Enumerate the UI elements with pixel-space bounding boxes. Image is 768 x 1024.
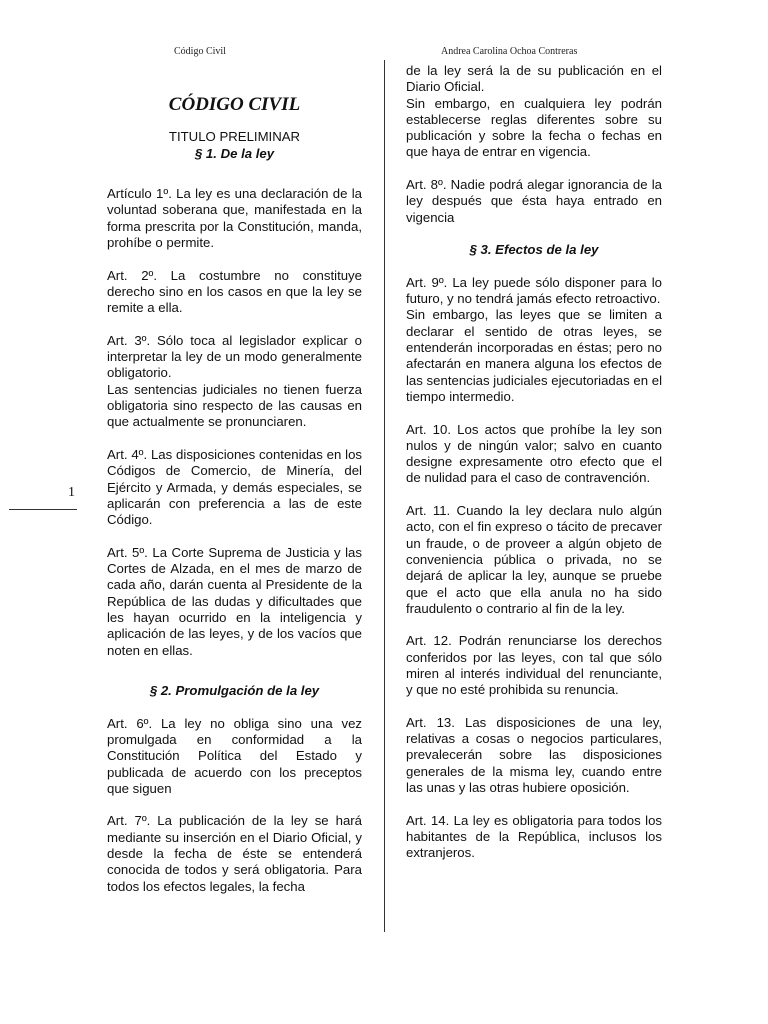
article-1: Artículo 1º. La ley es una declaración de la voluntad soberana que, manifestada en la forma prescrita por la Constitución, manda, prohíbe o permite. — [107, 186, 362, 251]
article-7-continued: de la ley será la de su publicación en el Diario Oficial. — [406, 63, 662, 95]
document-title: CÓDIGO CIVIL — [168, 94, 301, 115]
article-2: Art. 2º. La costumbre no constituye derecho sino en los casos en que la ley se remite a ella. — [107, 267, 362, 316]
right-column — [406, 63, 662, 878]
article-3-paragraph-2: Las sentencias judiciales no tienen fuerza obligatoria sino respecto de las causas en que actualmente se pronunciaren. — [107, 381, 362, 430]
column-divider — [384, 60, 385, 932]
title-preliminar: TITULO PRELIMINAR — [168, 129, 301, 145]
article-9: Art. 9º. La ley puede sólo disponer para lo futuro, y no tendrá jamás efecto retroactivo. — [406, 274, 662, 307]
article-12: Art. 12. Podrán renunciarse los derechos conferidos por las leyes, con tal que sólo miren al interés individual del renunciante, y que no esté prohibida su renuncia. — [406, 633, 662, 698]
article-7-paragraph-2: Sin embargo, en cualquiera ley podrán establecerse reglas diferentes sobre su publicación y sobre la fecha o fechas en que haya de entrar en vigencia. — [406, 95, 662, 160]
header-left: Código Civil — [174, 46, 226, 57]
page-number: 1 — [68, 485, 75, 500]
article-7: Art. 7º. La publicación de la ley se hará mediante su inserción en el Diario Oficial, y desde la fecha de éste se entenderá conocida de todos y será obligatoria. Para todos los efectos legales, la fecha — [107, 813, 362, 894]
section-heading-3: § 3. Efectos de la ley — [469, 242, 599, 258]
article-10: Art. 10. Los actos que prohíbe la ley son nulos y de ningún valor; salvo en cuanto designe expresamente otro efecto que el de nulidad para el caso de contravención. — [406, 421, 662, 486]
page-number-rule — [9, 509, 77, 510]
header-right: Andrea Carolina Ochoa Contreras — [441, 46, 578, 57]
article-11: Art. 11. Cuando la ley declara nulo algún acto, con el fin expreso o tácito de precaver un fraude, o de proveer a algún objeto de conveniencia pública o privada, no se dejará de aplicar la ley, aunque se pruebe que el acto que ella anula no ha sido fraudulento o contrario al fin de la ley. — [406, 503, 662, 616]
article-6: Art. 6º. La ley no obliga sino una vez promulgada en conformidad a la Constitución Política del Estado y publicada de acuerdo con los preceptos que siguen — [107, 715, 362, 796]
article-5: Art. 5º. La Corte Suprema de Justicia y las Cortes de Alzada, en el mes de marzo de cada año, darán cuenta al Presidente de la República de las dudas y dificultades que les hayan ocurrido en la inteligencia y aplicación de las leyes, y de los vacíos que noten en ellas. — [107, 544, 362, 658]
section-heading-1: § 1. De la ley — [194, 145, 275, 161]
article-8: Art. 8º. Nadie podrá alegar ignorancia de la ley después que ésta haya entrado en vigencia — [406, 177, 662, 225]
section-heading-2: § 2. Promulgación de la ley — [149, 683, 320, 699]
article-14: Art. 14. La ley es obligatoria para todos los habitantes de la República, inclusos los extranjeros. — [406, 812, 662, 861]
left-column — [107, 94, 362, 911]
article-9-paragraph-2: Sin embargo, las leyes que se limiten a declarar el sentido de otras leyes, se entenderán incorporadas en éstas; pero no afectarán en manera alguna los efectos de las sentencias judiciales ejecutoriadas en el tiempo intermedio. — [406, 307, 662, 404]
article-4: Art. 4º. Las disposiciones contenidas en los Códigos de Comercio, de Minería, del Ejército y Armada, y demás especiales, se aplicarán con preferencia a las de este Código. — [107, 446, 362, 528]
article-13: Art. 13. Las disposiciones de una ley, relativas a cosas o negocios particulares, prevalecerán sobre las disposiciones generales de la misma ley, cuando entre las unas y las otras hubiere oposición. — [406, 714, 662, 796]
article-3: Art. 3º. Sólo toca al legislador explicar o interpretar la ley de un modo generalmente obligatorio. — [107, 332, 362, 381]
